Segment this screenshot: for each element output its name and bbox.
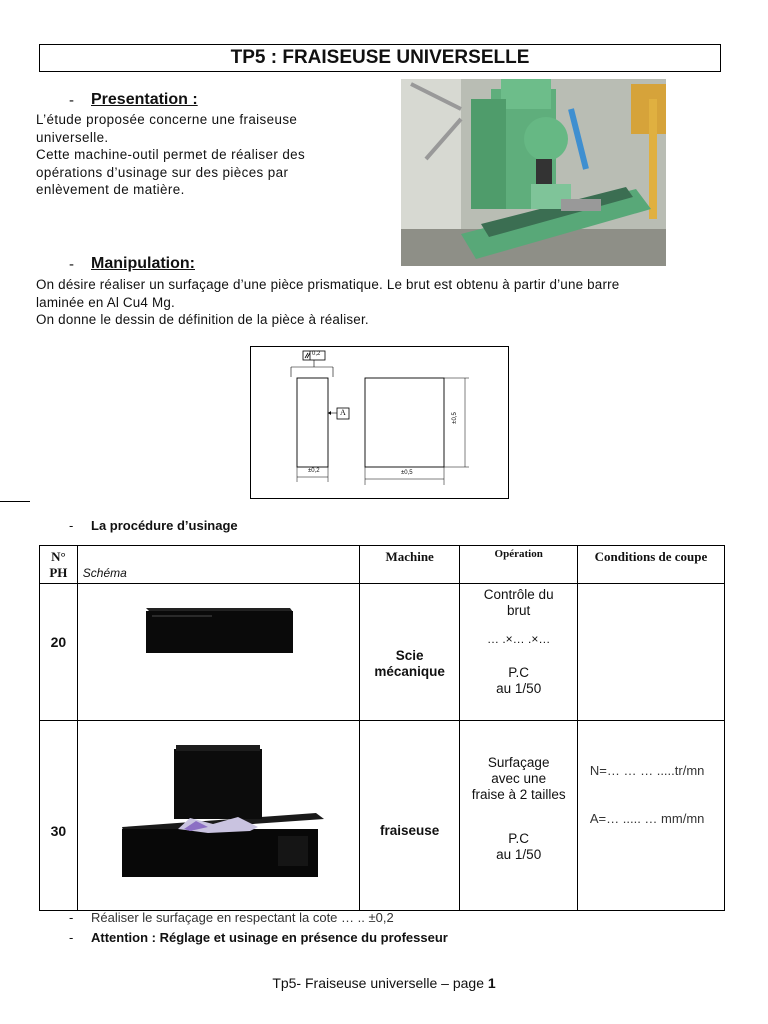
note-attention: Attention : Réglage et usinage en présence du professeur	[91, 930, 448, 945]
table-row	[40, 584, 725, 721]
machine-name: mécanique	[374, 664, 445, 679]
manipulation-line: On désire réaliser un surfaçage d’une pièce prismatique. Le brut est obtenu à partir d’une barre	[36, 277, 620, 292]
header-operation: Opération	[460, 546, 577, 584]
presentation-line: enlèvement de matière.	[36, 182, 185, 197]
phase-number: 30	[40, 721, 78, 911]
header-nph-line2: PH	[49, 565, 68, 580]
operation-line: Contrôle du	[483, 587, 554, 602]
operation-line: brut	[507, 603, 531, 618]
datum-label: A	[340, 408, 346, 417]
footer-text: Tp5- Fraiseuse universelle – page	[272, 975, 488, 991]
table-header-row	[40, 546, 725, 584]
operation-line: avec une	[491, 771, 547, 786]
machine-cell	[359, 584, 460, 721]
presentation-line: Cette machine-outil permet de réaliser des	[36, 147, 306, 162]
manipulation-text	[36, 276, 726, 329]
header-machine: Machine	[359, 546, 460, 584]
note-dash: -	[69, 930, 74, 945]
margin-line	[0, 501, 30, 502]
procedure-dash: -	[69, 518, 74, 533]
operation-line: P.C	[508, 665, 530, 680]
parallel-tolerance-value: 0,2	[312, 351, 321, 357]
table-row	[40, 721, 725, 911]
operation-line: au 1/50	[496, 681, 542, 696]
operation-cell	[460, 721, 577, 911]
conditions-cell	[577, 721, 724, 911]
thickness-tolerance: ±0,2	[308, 468, 320, 474]
page-footer	[0, 975, 768, 991]
presentation-dash: -	[69, 92, 74, 109]
machine-cell	[359, 721, 460, 911]
operation-line: fraise à 2 tailles	[471, 787, 566, 802]
manipulation-dash: -	[69, 256, 74, 273]
operation-line: P.C	[508, 831, 530, 846]
feed-rate-field: A=… ..... … mm/mn	[589, 811, 705, 826]
spindle-speed-field: N=… … … .....tr/mn	[589, 763, 705, 778]
presentation-heading: Presentation :	[91, 91, 198, 108]
machine-name: Scie	[395, 648, 424, 663]
machine-name: fraiseuse	[379, 822, 440, 838]
presentation-text	[36, 111, 305, 199]
presentation-line: universelle.	[36, 129, 109, 145]
milling-schema	[78, 721, 359, 910]
presentation-line: L’étude proposée concerne une fraiseuse	[36, 112, 298, 127]
operation-cell	[460, 584, 577, 721]
schema-cell	[77, 721, 359, 911]
header-nph	[40, 546, 78, 584]
operation-line: au 1/50	[496, 847, 542, 862]
note-tolerance: Réaliser le surfaçage en respectant la cote … .. ±0,2	[91, 910, 394, 925]
phase-number: 20	[40, 584, 78, 721]
operation-line: Surfaçage	[487, 755, 550, 770]
raw-block-schema	[78, 584, 359, 720]
footer-page-number: 1	[487, 975, 496, 991]
header-nph-line1: N°	[51, 549, 66, 564]
operation-dimensions: … .×… .×…	[487, 632, 551, 646]
procedure-heading: La procédure d’usinage	[91, 518, 238, 533]
height-tolerance: ±0,5	[451, 412, 458, 424]
width-tolerance: ±0,5	[401, 470, 413, 476]
schema-cell	[77, 584, 359, 721]
part-definition-drawing	[250, 346, 509, 499]
page-title: TP5 : FRAISEUSE UNIVERSELLE	[39, 44, 721, 72]
manipulation-line: laminée en Al Cu4 Mg.	[36, 294, 175, 310]
header-conditions: Conditions de coupe	[577, 546, 724, 584]
header-schema: Schéma	[77, 546, 359, 584]
milling-machine-photo	[401, 79, 666, 266]
manipulation-line: On donne le dessin de définition de la pièce à réaliser.	[36, 312, 369, 327]
presentation-line: opérations d’usinage sur des pièces par	[36, 164, 289, 180]
procedure-table	[39, 545, 725, 911]
conditions-cell	[577, 584, 724, 721]
manipulation-heading: Manipulation:	[91, 255, 195, 272]
note-dash: -	[69, 910, 74, 925]
